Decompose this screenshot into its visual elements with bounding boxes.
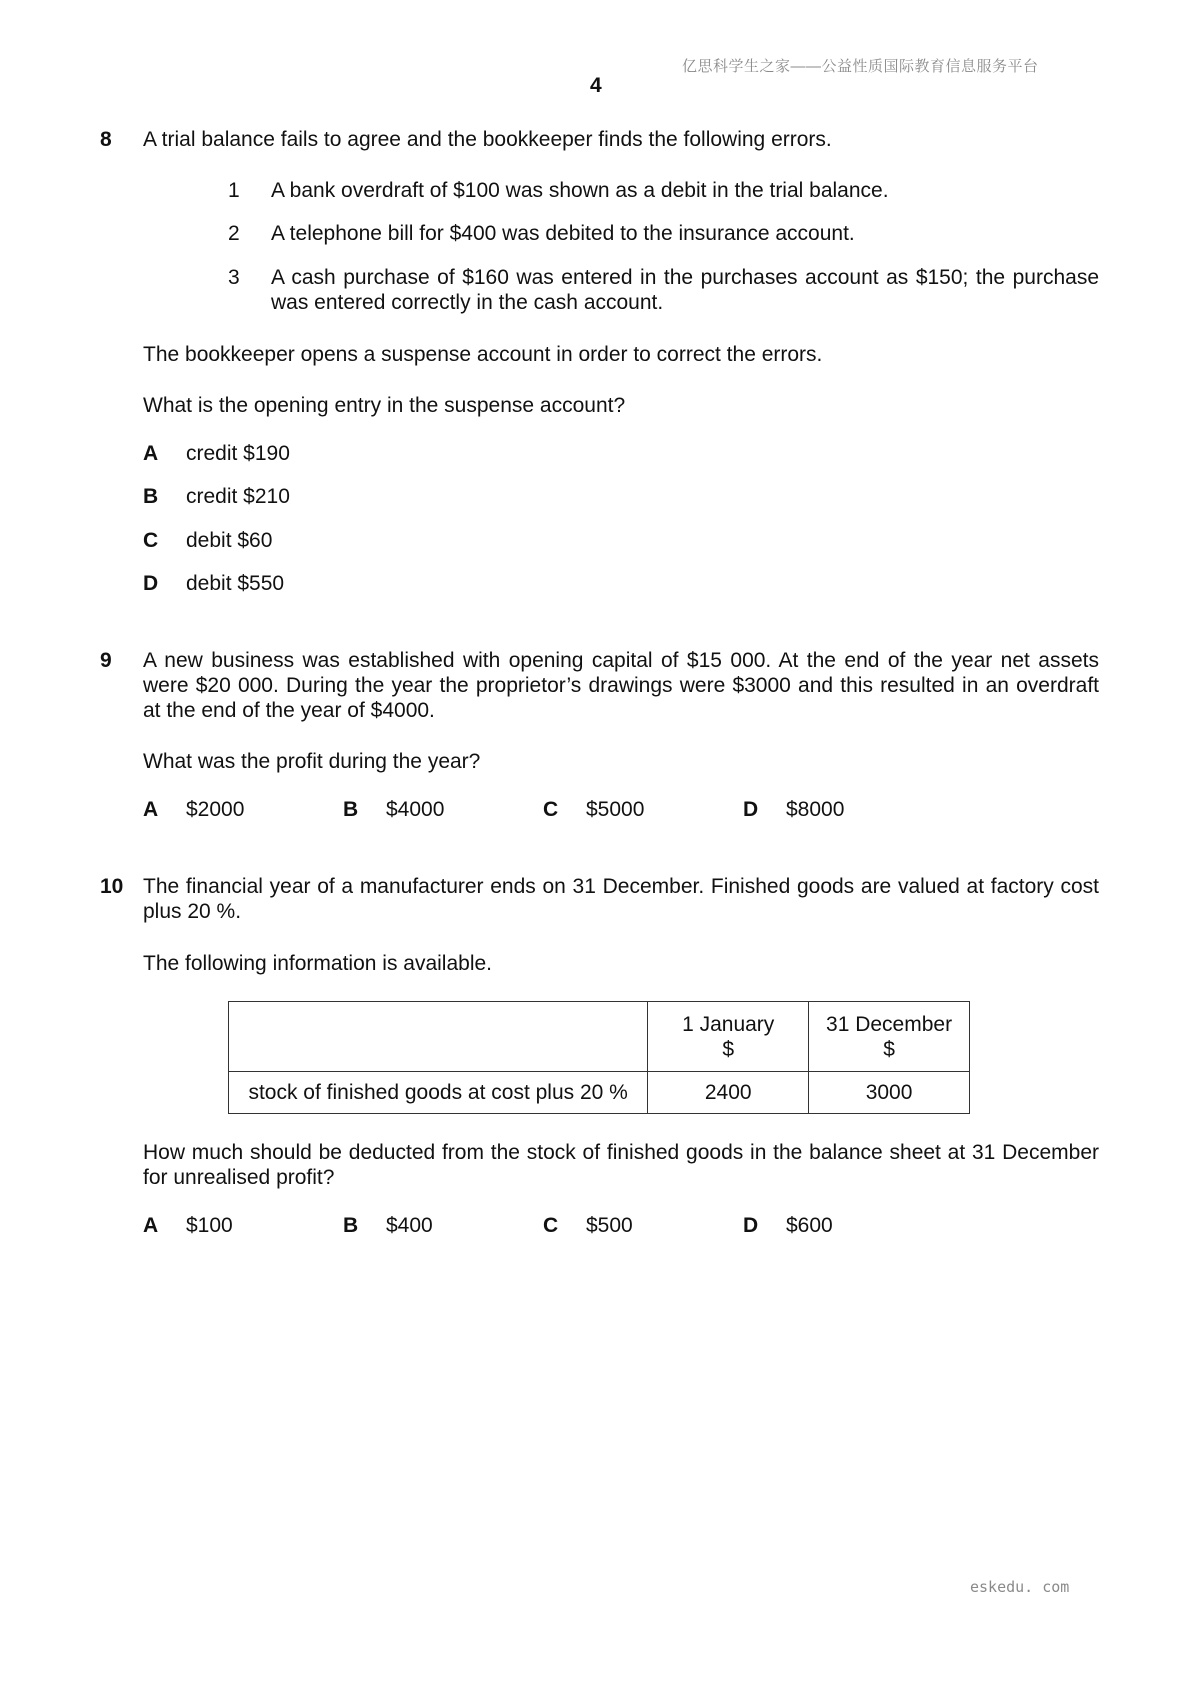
- q10-option-c-letter: C: [543, 1214, 559, 1237]
- q9-option-b-text: $4000: [386, 798, 445, 821]
- q8-option-b-letter: B: [143, 485, 159, 508]
- q9-option-c-letter: C: [543, 798, 559, 821]
- q8-stem: A trial balance fails to agree and the bookkeeper finds the following errors.: [143, 128, 832, 151]
- q8-error-3-text: A cash purchase of $160 was entered in the purchases account as $150; the purchase was entered correctly in the cash account.: [271, 266, 1099, 314]
- q8-number: 8: [100, 128, 112, 151]
- q8-question: What is the opening entry in the suspense account?: [143, 394, 626, 417]
- q8-error-2-text: A telephone bill for $400 was debited to the insurance account.: [271, 222, 855, 245]
- table-header-31-december: [809, 1002, 970, 1072]
- table-header-1-january: [648, 1002, 809, 1072]
- q9-option-c-text: $5000: [586, 798, 645, 821]
- col2-unit: $: [883, 1037, 895, 1061]
- q10-stem: The financial year of a manufacturer ends on 31 December. Finished goods are valued at factory cost plus 20 %.: [143, 875, 1099, 923]
- q9-question: What was the profit during the year?: [143, 750, 481, 773]
- row-label: stock of finished goods at cost plus 20 %: [229, 1072, 648, 1114]
- row-value-31-december: 3000: [809, 1072, 970, 1114]
- q9-option-a-letter: A: [143, 798, 159, 821]
- q9-number: 9: [100, 649, 112, 672]
- q10-option-b-text: $400: [386, 1214, 433, 1237]
- q8-option-a-text: credit $190: [186, 442, 290, 465]
- q10-number: 10: [100, 875, 124, 898]
- q10-question: How much should be deducted from the stock of finished goods in the balance sheet at 31 December for unrealised profit?: [143, 1141, 1099, 1189]
- q9-option-a-text: $2000: [186, 798, 245, 821]
- q8-error-1-number: 1: [228, 179, 240, 202]
- q10-option-b-letter: B: [343, 1214, 359, 1237]
- q10-info-table: [228, 1001, 970, 1114]
- q8-option-b-text: credit $210: [186, 485, 290, 508]
- table-row: [229, 1072, 970, 1114]
- q10-option-d-text: $600: [786, 1214, 833, 1237]
- col2-label: 31 December: [826, 1012, 953, 1036]
- q8-option-c-text: debit $60: [186, 529, 273, 552]
- q10-option-d-letter: D: [743, 1214, 759, 1237]
- q10-option-a-text: $100: [186, 1214, 233, 1237]
- page-number: 4: [590, 74, 602, 97]
- q9-option-b-letter: B: [343, 798, 359, 821]
- table-header-row: [229, 1002, 970, 1072]
- q8-option-d-text: debit $550: [186, 572, 285, 595]
- table-header-blank: [229, 1002, 648, 1072]
- q8-option-c-letter: C: [143, 529, 159, 552]
- q8-paragraph: The bookkeeper opens a suspense account in order to correct the errors.: [143, 343, 823, 366]
- q10-option-c-text: $500: [586, 1214, 633, 1237]
- col1-unit: $: [722, 1037, 735, 1061]
- q9-stem: A new business was established with opening capital of $15 000. At the end of the year net assets were $20 000. During the year the proprietor’s drawings were $3000 and this resulted in an overdraft at the end of the year of $4000.: [143, 649, 1099, 722]
- q9-option-d-text: $8000: [786, 798, 845, 821]
- q10-info-intro: The following information is available.: [143, 952, 493, 975]
- q8-error-1-text: A bank overdraft of $100 was shown as a debit in the trial balance.: [271, 179, 889, 202]
- col1-label: 1 January: [682, 1012, 775, 1036]
- q8-option-a-letter: A: [143, 442, 159, 465]
- q8-error-3-number: 3: [228, 266, 240, 289]
- footer-watermark: eskedu. com: [970, 1578, 1070, 1596]
- q8-error-2-number: 2: [228, 222, 240, 245]
- q10-option-a-letter: A: [143, 1214, 159, 1237]
- q9-option-d-letter: D: [743, 798, 759, 821]
- q8-option-d-letter: D: [143, 572, 159, 595]
- header-watermark: 亿思科学生之家——公益性质国际教育信息服务平台: [682, 58, 1039, 75]
- row-value-1-january: 2400: [648, 1072, 809, 1114]
